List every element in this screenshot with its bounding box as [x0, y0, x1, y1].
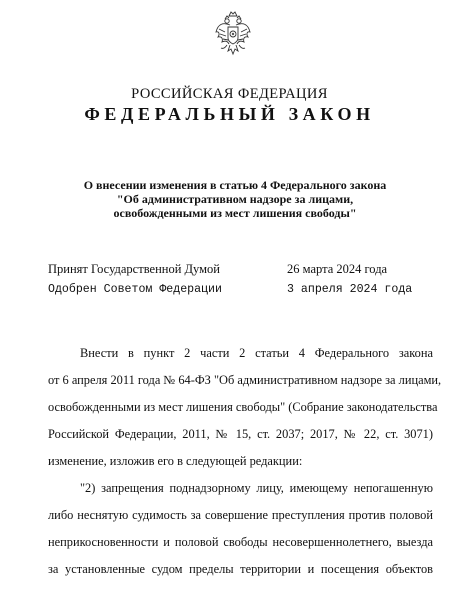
paragraph-line: за установленные судом пределы территории и посещения объектов [48, 562, 433, 576]
council-approval-label: Одобрен Советом Федерации [48, 283, 222, 296]
body-paragraph-2 [48, 475, 433, 583]
law-type-heading: ФЕДЕРАЛЬНЫЙ ЗАКОН [84, 104, 375, 124]
coat-of-arms-icon [213, 10, 253, 60]
duma-adoption-date: 26 марта 2024 года [287, 262, 388, 276]
council-approval-date: 3 апреля 2024 года [287, 283, 413, 296]
paragraph-line: Российской Федерации, 2011, № 15, ст. 2037; 2017, № 22, ст. 3071) [48, 427, 433, 441]
paragraph-line: от 6 апреля 2011 года № 64-ФЗ "Об административном надзоре за лицами, [48, 373, 442, 387]
paragraph-line: либо неснятую судимость за совершение преступления против половой [48, 508, 433, 522]
paragraph-line: "2) запрещения поднадзорному лицу, имеющему непогашенную [80, 481, 433, 495]
body-paragraph-1 [48, 340, 442, 475]
duma-adoption-label: Принят Государственной Думой [48, 262, 220, 276]
country-heading: РОССИЙСКАЯ ФЕДЕРАЦИЯ [131, 86, 328, 102]
law-title [80, 178, 390, 220]
law-title-line: О внесении изменения в статью 4 Федерального закона [83, 178, 387, 192]
paragraph-line: изменение, изложив его в следующей редакции: [48, 454, 303, 468]
paragraph-line: освобожденными из мест лишения свободы" (Собрание законодательства [48, 400, 438, 414]
law-title-line: "Об административном надзоре за лицами, [116, 192, 354, 206]
paragraph-line: неприкосновенности и половой свободы несовершеннолетнего, выезда [48, 535, 433, 549]
law-title-line: освобожденными из мест лишения свободы" [113, 206, 357, 220]
paragraph-line: Внести в пункт 2 части 2 статьи 4 Федерального закона [80, 346, 433, 360]
